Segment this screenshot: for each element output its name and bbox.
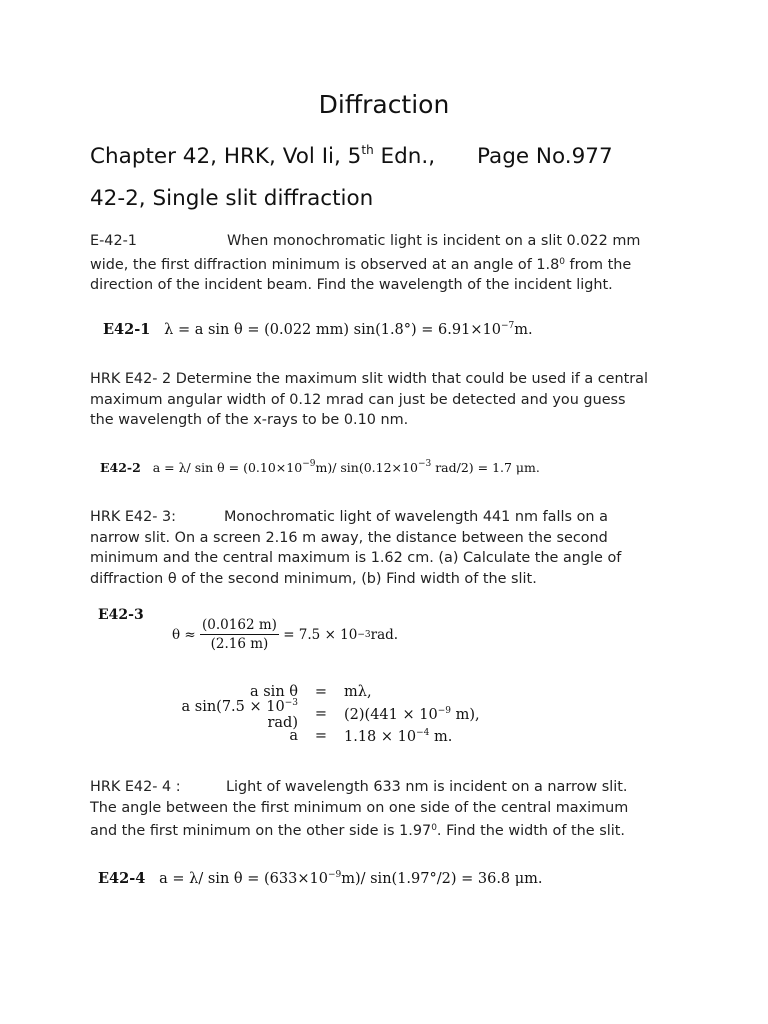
problem-line: minimum and the central maximum is 1.62 cm. (a) Calculate the angle of [90,550,622,566]
eqn-text: m. [429,728,453,745]
equation: m)/ sin(1.97°/2) = 36.8 μm. [341,871,543,887]
eqn-left [148,698,298,731]
problem-line: . Find the width of the slit. [436,823,625,839]
equation: λ = a sin θ = (0.022 mm) sin(1.8°) = 6.91×10 [164,322,501,338]
equation: m)/ sin(0.12×10 [315,460,418,475]
exponent: −9 [302,459,316,469]
problem-line: The angle between the first minimum on one side of the central maximum [90,799,629,816]
solution-tag: E42-3 [98,607,144,623]
page-number: Page No.977 [477,144,613,169]
equation: m. [514,322,533,338]
eqn-right [344,706,480,723]
fraction-numerator: (0.0162 m) [202,617,277,633]
exponent: −4 [416,727,430,738]
solution-tag: E42-1 [103,321,151,338]
solution-tag: E42-2 [100,460,141,475]
problem-line: Light of wavelength 633 nm is incident on a narrow slit. [226,779,628,795]
equation: a = λ/ sin θ = (0.10×10 [152,460,303,475]
eqn-op: = [314,684,328,700]
eqn-right [344,728,452,745]
problem-line: wide, the first diffraction minimum is observed at an angle of 1.8 [90,256,560,273]
solution-e42-4 [98,870,543,887]
eqn-text: (2)(441 × 10 [344,706,438,723]
eqn-text: a sin(7.5 × 10 [181,698,285,715]
problem-line: the wavelength of the x-rays to be 0.10 nm. [90,412,409,428]
problem-e42-1 [90,231,690,296]
problem-line: maximum angular width of 0.12 mrad can just be detected and you guess [90,391,626,408]
exponent: −3 [357,629,371,640]
exponent: −9 [327,870,342,880]
equation-array [148,681,480,747]
problem-e42-2 [90,369,690,431]
solution-e42-2 [100,459,540,475]
page-title: Diffraction [318,90,450,119]
exponent: −9 [437,705,451,716]
equation-row [148,697,480,731]
section-heading: 42-2, Single slit diffraction [90,186,374,211]
exponent: −3 [417,459,432,469]
problem-e42-4 [90,777,690,842]
problem-line: direction of the incident beam. Find the wavelength of the incident light. [90,277,613,293]
problem-line: Monochromatic light of wavelength 441 nm falls on a [224,509,608,525]
problem-line: from the [564,256,632,273]
problem-line: and the first minimum on the other side is 1.97 [90,823,432,839]
eqn-op: = [314,706,328,722]
problem-line: narrow slit. On a screen 2.16 m away, the distance between the second [90,529,608,546]
problem-e42-3 [90,507,690,589]
eqn-left: a sin θ [249,684,298,700]
theta-equation [172,617,398,652]
problem-line: HRK E42- 2 Determine the maximum slit width that could be used if a central [90,371,648,387]
equation: a = λ/ sin θ = (633×10 [159,871,328,887]
solution-tag: E42-4 [98,870,146,887]
problem-label: HRK E42- 3: [90,509,177,525]
chapter-sup: th [361,143,374,157]
eqn-text: rad) [267,714,298,731]
equation: rad. [370,626,399,643]
eqn-left: a [289,728,298,744]
equation-row [148,725,480,747]
eqn-op: = [314,728,328,744]
problem-label: HRK E42- 4 : [90,779,181,795]
exponent: −7 [500,321,515,331]
fraction-denominator: (2.16 m) [210,636,269,652]
problem-label: E-42-1 [90,233,137,249]
solution-e42-1 [103,321,533,338]
problem-line: When monochromatic light is incident on a slit 0.022 mm [227,233,641,249]
exponent: −3 [284,697,298,708]
equation: rad/2) = 1.7 μm. [431,460,540,475]
equation: = 7.5 × 10 [283,626,358,643]
solution-tag-e42-3 [98,607,144,623]
problem-line: diffraction θ of the second minimum, (b) Find width of the slit. [90,570,537,587]
eqn-text: m), [450,706,480,723]
eqn-right: mλ, [344,684,372,700]
theta-lhs: θ ≈ [172,626,196,643]
chapter-heading [90,143,613,169]
degree-sup: 0 [431,823,437,833]
eqn-text: 1.18 × 10 [344,728,417,745]
fraction [200,617,279,652]
degree-sup: 0 [559,256,565,267]
chapter-edition: Edn., [373,144,436,169]
chapter-text: Chapter 42, HRK, Vol Ii, 5 [90,144,362,169]
